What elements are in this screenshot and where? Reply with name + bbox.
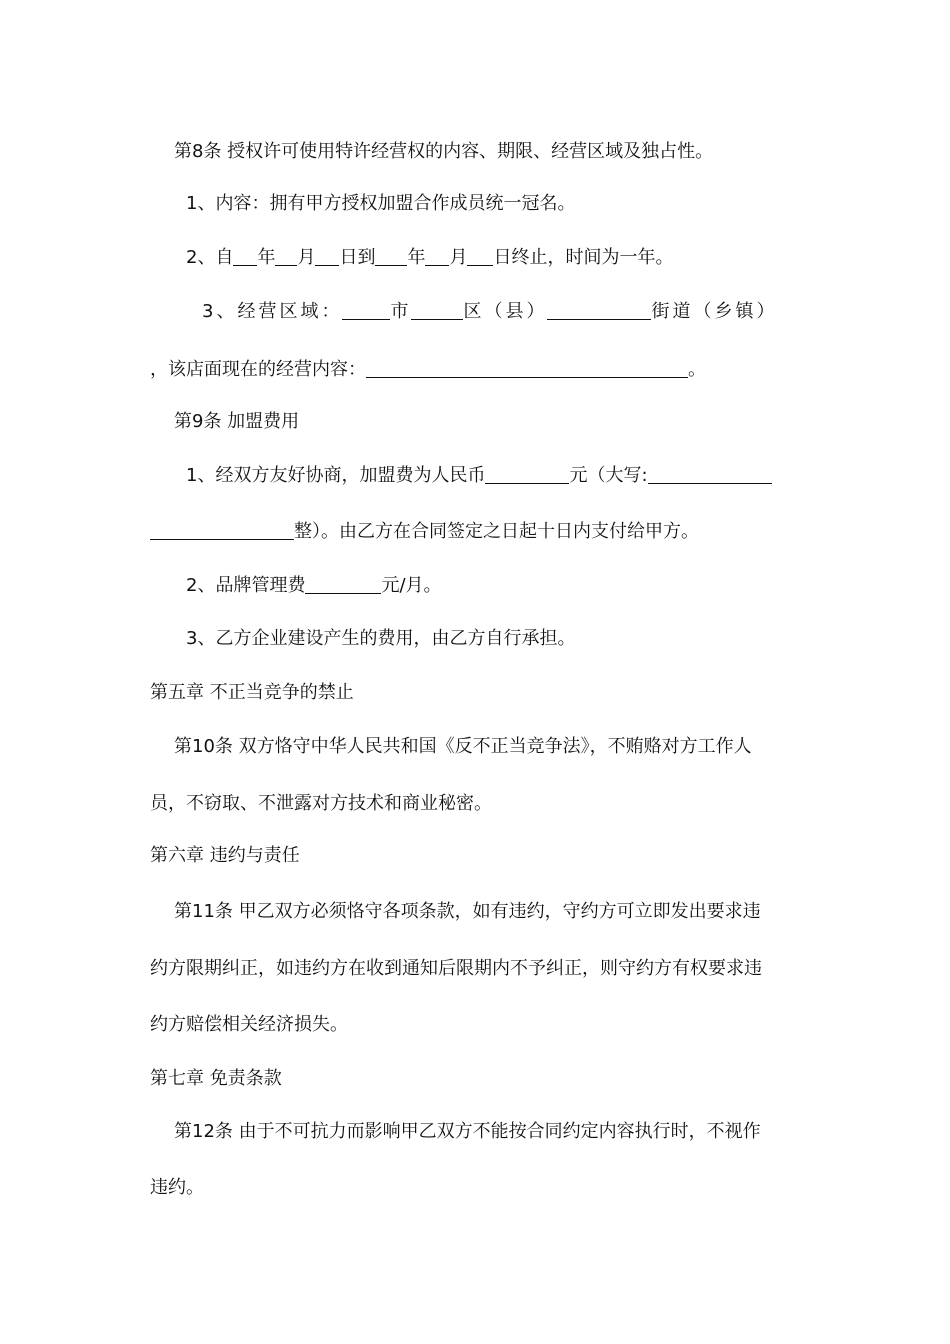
chapter-6-title: 第六章 违约与责任	[150, 845, 300, 866]
article-9-title: 第9条 加盟费用	[174, 411, 300, 432]
article-8-item-1: 1、内容：拥有甲方授权加盟合作成员统一冠名。	[186, 193, 576, 214]
article-10-line-2: 员，不窃取、不泄露对方技术和商业秘密。	[150, 793, 492, 814]
blank-field[interactable]	[366, 359, 688, 378]
blank-field[interactable]	[305, 575, 381, 594]
article-9-item-1-continued: 整）。由乙方在合同签定之日起十日内支付给甲方。	[150, 520, 699, 544]
blank-field[interactable]	[275, 247, 297, 266]
article-8-item-2: 2、自 年 月 日到 年 月 日终止，时间为一年。	[186, 247, 674, 268]
article-8-item-3-continued: ，该店面现在的经营内容： 。	[150, 359, 706, 380]
blank-field[interactable]	[315, 247, 339, 266]
blank-field[interactable]	[233, 247, 257, 266]
article-12-line-2: 违约。	[150, 1177, 204, 1198]
blank-field[interactable]	[648, 465, 772, 484]
chapter-5-title: 第五章 不正当竞争的禁止	[150, 682, 354, 703]
article-9-item-3: 3、乙方企业建设产生的费用，由乙方自行承担。	[186, 628, 576, 649]
article-9-item-1: 1、经双方友好协商，加盟费为人民币 元（大写:	[186, 464, 772, 488]
article-10-line-1: 第10条 双方恪守中华人民共和国《反不正当竞争法》，不贿赂对方工作人	[174, 736, 752, 757]
blank-field[interactable]	[485, 465, 569, 484]
article-8-item-3: 3、经营区域： 市 区（县） 街道（乡镇）	[202, 301, 778, 322]
blank-field[interactable]	[467, 247, 493, 266]
blank-field[interactable]	[425, 247, 449, 266]
article-11-line-1: 第11条 甲乙双方必须恪守各项条款，如有违约，守约方可立即发出要求违	[174, 901, 761, 922]
article-8-title: 第8条 授权许可使用特许经营权的内容、期限、经营区域及独占性。	[174, 141, 714, 162]
blank-field[interactable]	[547, 301, 651, 320]
blank-field[interactable]	[375, 247, 407, 266]
article-11-line-2: 约方限期纠正，如违约方在收到通知后限期内不予纠正，则守约方有权要求违	[150, 958, 762, 979]
article-9-item-2: 2、品牌管理费 元/月。	[186, 575, 442, 596]
blank-field[interactable]	[150, 521, 294, 540]
blank-field[interactable]	[411, 301, 463, 320]
blank-field[interactable]	[342, 301, 390, 320]
chapter-7-title: 第七章 免责条款	[150, 1068, 282, 1089]
article-12-line-1: 第12条 由于不可抗力而影响甲乙双方不能按合同约定内容执行时，不视作	[174, 1121, 761, 1142]
article-11-line-3: 约方赔偿相关经济损失。	[150, 1014, 348, 1035]
